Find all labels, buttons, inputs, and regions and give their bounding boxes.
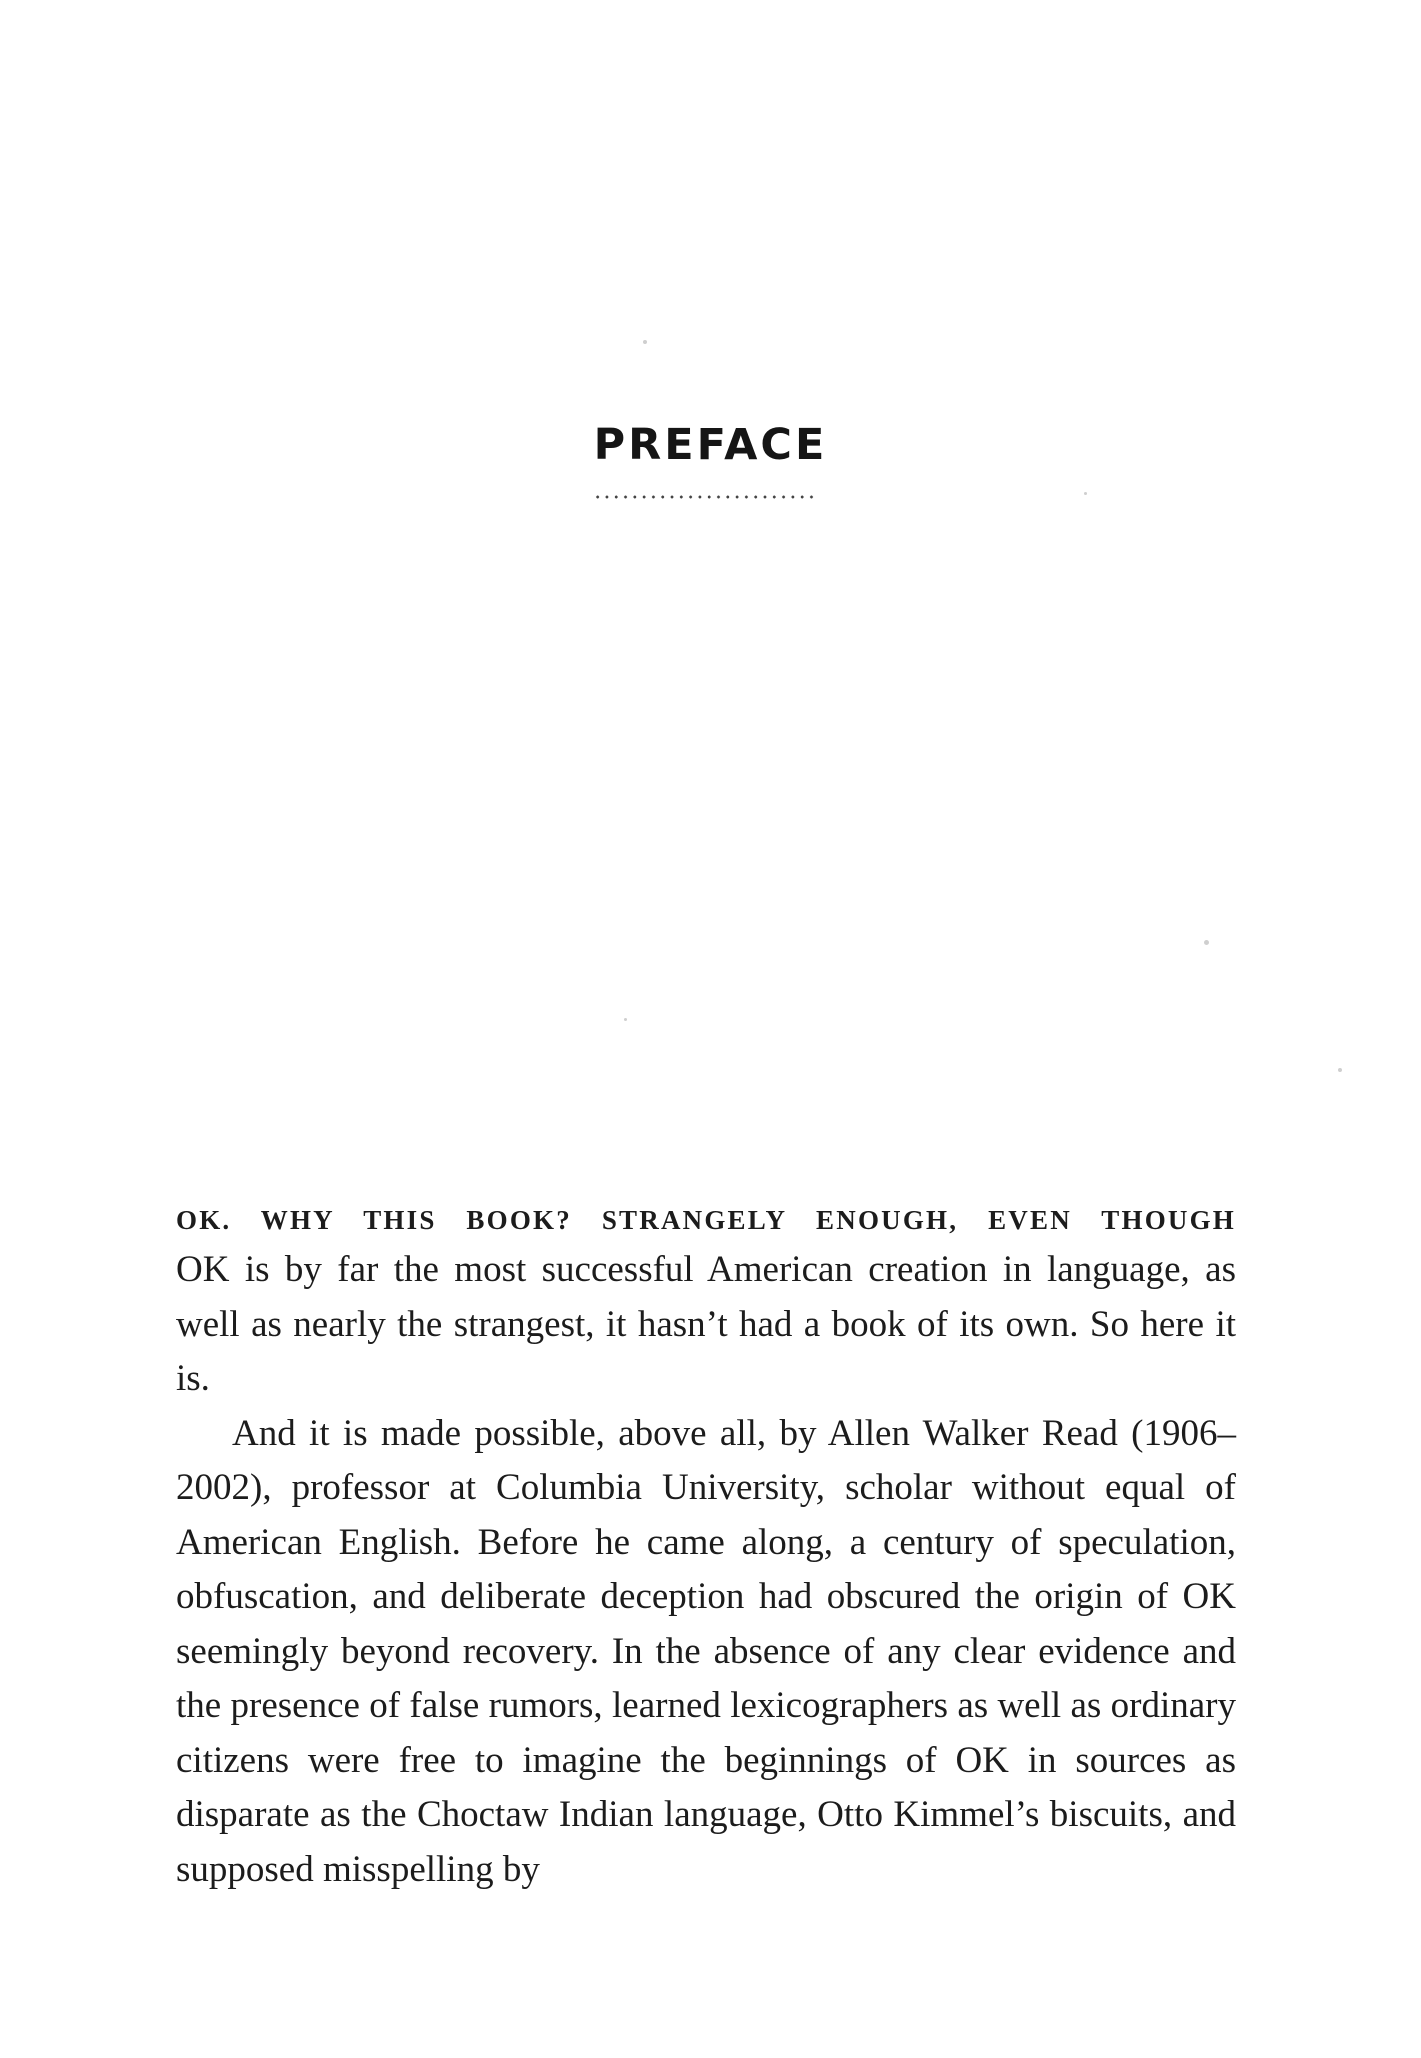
paragraph-lead-in: OK. WHY THIS BOOK? STRANGELY ENOUGH, EVEN THOUGH [176,1205,1236,1235]
chapter-title: PREFACE [593,420,828,470]
paragraph-1 [176,1200,1236,1407]
scan-speck [643,340,647,344]
paragraph-1-text: OK is by far the most successful American creation in language, as well as nearly the strangest, it hasn’t had a book of its own. So here it is. [176,1249,1236,1399]
scan-speck [624,1018,627,1021]
body-text [176,1200,1236,1897]
dotted-rule [593,494,817,500]
chapter-heading [0,420,1421,470]
paragraph-2 [176,1407,1236,1898]
paragraph-2-text: And it is made possible, above all, by Allen Walker Read (1906–2002), professor at Columbia University, scholar without equal of American English. Before he came along, a century of speculation, obfuscation, and deliberate deception had obscured the origin of OK seemingly beyond recovery. In the absence of any clear evidence and the presence of false rumors, learned lexicographers as well as ordinary citizens were free to imagine the beginnings of OK in sources as disparate as the Choctaw Indian language, Otto Kimmel’s biscuits, and supposed misspelling by [176,1412,1236,1890]
scan-speck [1204,940,1209,945]
scan-speck [1338,1068,1342,1072]
scan-speck [1084,492,1087,495]
